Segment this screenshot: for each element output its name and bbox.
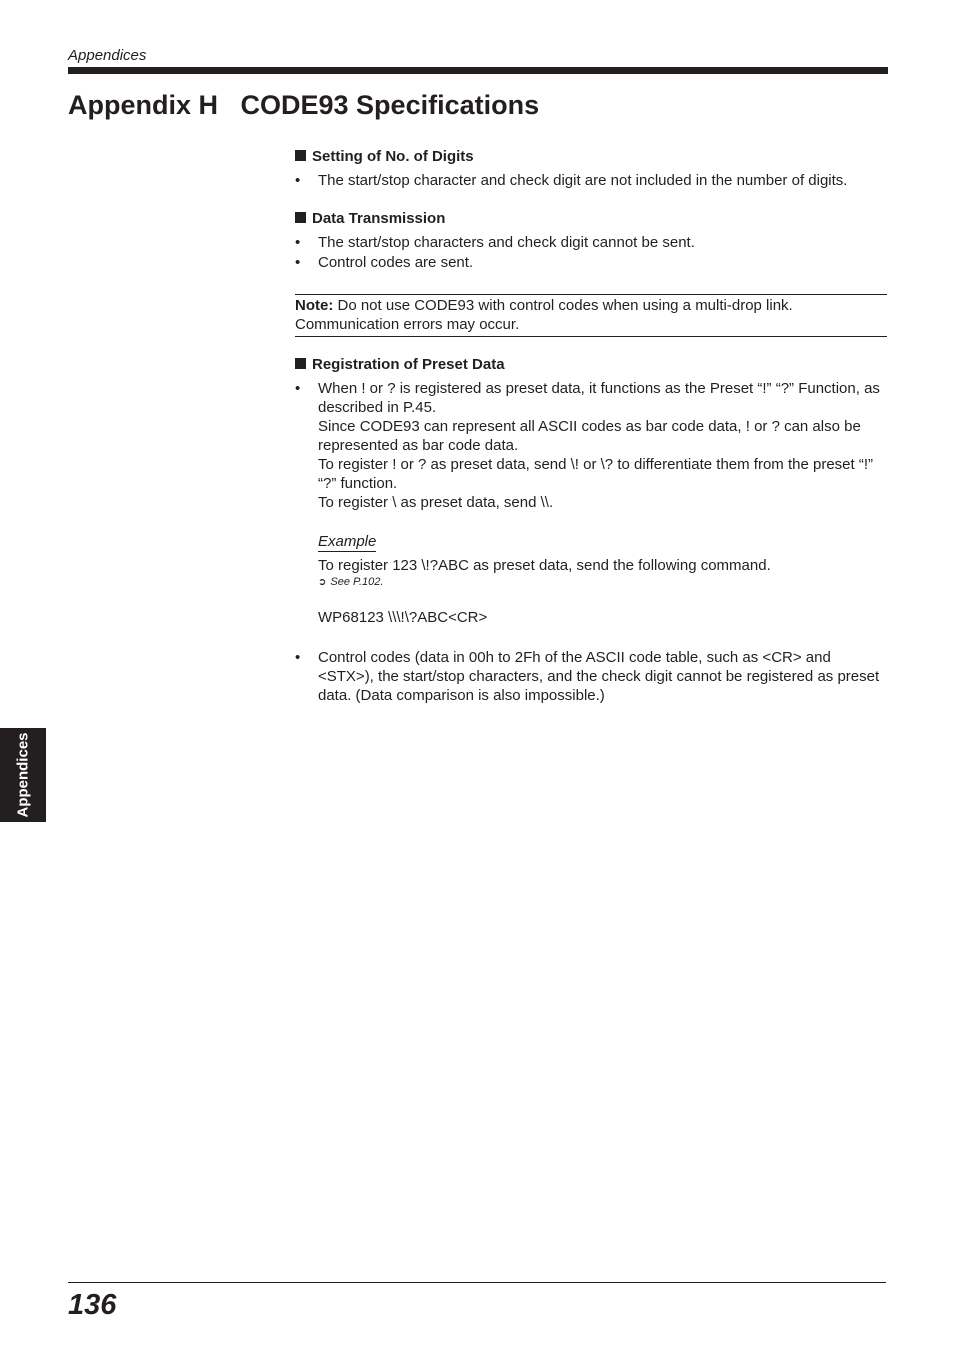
bullet-list-digits [295,171,887,190]
list-item [295,253,887,272]
paragraph: When ! or ? is registered as preset data, it functions as the Preset “!” “?” Function, as described in P.45. [318,380,880,416]
command-example: WP68123 \\\!\?ABC<CR> [318,609,488,626]
arrow-reference-icon: ➲ [318,577,327,588]
bottom-rule [68,1282,886,1283]
cross-reference [318,575,887,590]
bullet-list-preset [295,379,887,705]
bullet-icon: • [295,649,301,666]
list-item-text: The start/stop characters and check digit cannot be sent. [318,234,695,251]
paragraph: To register ! or ? as preset data, send \! or \? to differentiate them from the preset “!” “?” function. [318,456,873,492]
filled-square-icon [295,212,306,223]
note-label: Note: [295,297,334,314]
top-rule [68,67,888,74]
side-tab [0,728,46,822]
note-box [295,294,887,337]
side-tab-label: Appendices [14,732,32,818]
paragraph: Since CODE93 can represent all ASCII codes as bar code data, ! or ? can also be represented as bar code data. [318,418,861,454]
page-title: Appendix H CODE93 Specifications [68,90,540,120]
section-heading-transmission [295,209,887,228]
section-heading-text: Data Transmission [312,210,446,227]
list-item-text: The start/stop character and check digit are not included in the number of digits. [318,172,848,189]
paragraph: To register \ as preset data, send \\. [318,494,554,511]
section-heading-preset [295,355,887,374]
bullet-icon: • [295,380,301,397]
bullet-icon: • [295,254,301,271]
example-block [318,532,887,627]
page-number: 136 [68,1289,117,1321]
cross-reference-text: See P.102. [330,576,384,588]
section-heading-text: Registration of Preset Data [312,356,505,373]
bullet-list-transmission [295,233,887,272]
list-item [295,648,887,705]
list-item-text: Control codes (data in 00h to 2Fh of the ASCII code table, such as <CR> and <STX>), the start/stop characters, and the check digit cannot be registered as preset data. (Data comparison is also impossible.) [318,649,880,704]
bullet-icon: • [295,172,301,189]
running-head: Appendices [68,47,147,64]
bullet-icon: • [295,234,301,251]
section-heading-text: Setting of No. of Digits [312,148,474,165]
list-item [295,233,887,252]
note-text: Do not use CODE93 with control codes when using a multi-drop link. Communication errors may occur. [295,297,793,333]
filled-square-icon [295,358,306,369]
list-item [295,379,887,647]
list-item-text: Control codes are sent. [318,254,474,271]
main-content [295,147,887,706]
filled-square-icon [295,150,306,161]
list-item [295,171,887,190]
example-label: Example [318,533,377,550]
example-text: To register 123 \!?ABC as preset data, send the following command. [318,557,771,574]
section-heading-digits [295,147,887,166]
